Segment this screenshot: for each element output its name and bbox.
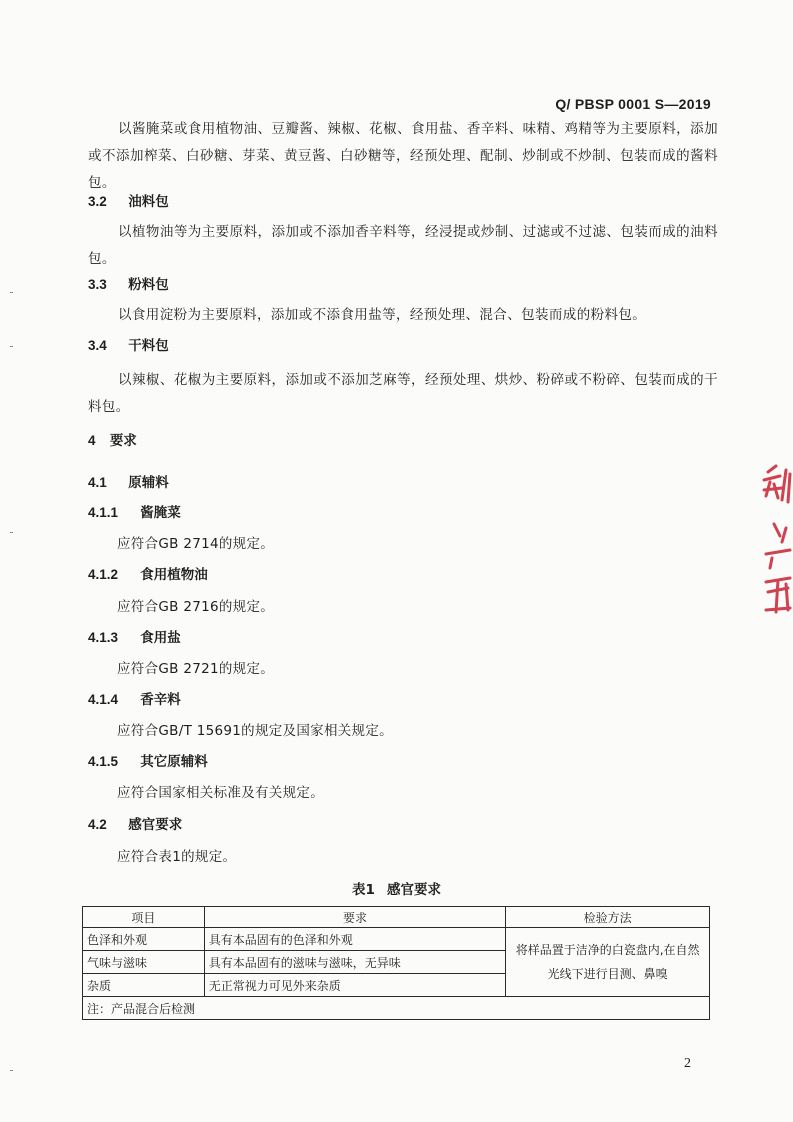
section-number: 4.1.4	[88, 692, 119, 707]
column-header-requirement: 要求	[204, 907, 505, 928]
section-4-1-1-heading	[88, 501, 181, 521]
section-title: 酱腌菜	[140, 505, 181, 521]
scan-mark	[10, 292, 13, 293]
section-title: 感官要求	[128, 817, 183, 833]
section-4-1-5-heading	[88, 750, 208, 770]
section-title: 食用盐	[140, 630, 181, 646]
scan-mark	[10, 1070, 13, 1071]
section-4-1-4-heading	[88, 688, 181, 708]
section-4-1-5-text: 应符合国家相关标准及有关规定。	[117, 785, 324, 801]
red-seal-stamp-icon	[760, 462, 793, 622]
column-header-item: 项目	[83, 907, 205, 928]
section-title: 其它原辅料	[140, 754, 208, 770]
section-number: 4	[88, 433, 96, 448]
section-4-2-text: 应符合表1的规定。	[117, 849, 237, 865]
section-3-3-heading	[88, 273, 169, 293]
section-number: 4.1.2	[88, 567, 119, 582]
section-number: 4.2	[88, 817, 107, 832]
section-number: 4.1	[88, 475, 107, 490]
section-3-3-text: 以食用淀粉为主要原料，添加或不添食用盐等，经预处理、混合、包装而成的粉料包。	[118, 307, 647, 323]
row-item: 杂质	[83, 974, 205, 997]
table-caption-label: 表1	[352, 882, 375, 898]
section-4-heading	[88, 429, 137, 449]
section-title: 原辅料	[128, 475, 169, 491]
section-number: 4.1.3	[88, 630, 119, 645]
row-requirement: 无正常视力可见外来杂质	[204, 974, 505, 997]
sensory-requirements-table	[82, 906, 710, 1020]
column-header-method: 检验方法	[506, 907, 710, 928]
scan-mark	[10, 346, 13, 347]
section-4-1-3-text: 应符合GB 2721的规定。	[117, 661, 275, 677]
section-4-1-3-heading	[88, 626, 181, 646]
table-header-row	[83, 907, 710, 928]
row-item: 气味与滋味	[83, 951, 205, 974]
table-caption-title: 感官要求	[386, 882, 441, 898]
inspection-method: 将样品置于洁净的白瓷盘内,在自然光线下进行目测、鼻嗅	[506, 928, 710, 997]
table-row	[83, 928, 710, 951]
table-note: 注：产品混合后检测	[83, 997, 710, 1020]
document-code: Q/ PBSP 0001 S—2019	[555, 96, 711, 112]
section-number: 3.4	[88, 338, 107, 353]
section-4-1-1-text: 应符合GB 2714的规定。	[117, 536, 275, 552]
section-4-1-2-text: 应符合GB 2716的规定。	[117, 599, 275, 615]
section-title: 干料包	[128, 338, 169, 354]
section-3-2-text: 以植物油等为主要原料，添加或不添加香辛料等，经浸提或炒制、过滤或不过滤、包装而成的油料包。	[88, 224, 718, 267]
section-4-1-2-heading	[88, 563, 208, 583]
section-3-4-text: 以辣椒、花椒为主要原料，添加或不添加芝麻等，经预处理、烘炒、粉碎或不粉碎、包装而成的干料包。	[88, 372, 718, 415]
section-4-1-heading	[88, 471, 169, 491]
table-caption	[0, 878, 793, 898]
row-item: 色泽和外观	[83, 928, 205, 951]
section-number: 3.3	[88, 277, 107, 292]
section-3-4-heading	[88, 334, 169, 354]
section-title: 粉料包	[128, 277, 169, 293]
page-number: 2	[684, 1056, 691, 1071]
table-note-row	[83, 997, 710, 1020]
row-requirement: 具有本品固有的色泽和外观	[204, 928, 505, 951]
scan-mark	[10, 532, 13, 533]
section-number: 4.1.1	[88, 505, 119, 520]
section-4-2-heading	[88, 813, 182, 833]
row-requirement: 具有本品固有的滋味与滋味，无异味	[204, 951, 505, 974]
section-title: 香辛料	[140, 692, 181, 708]
section-number: 4.1.5	[88, 754, 119, 769]
intro-paragraph: 以酱腌菜或食用植物油、豆瓣酱、辣椒、花椒、食用盐、香辛料、味精、鸡精等为主要原料，添加或不添加榨菜、白砂糖、芽菜、黄豆酱、白砂糖等，经预处理、配制、炒制或不炒制、包装而成的酱料包。	[88, 121, 718, 191]
section-number: 3.2	[88, 194, 107, 209]
section-title: 油料包	[128, 194, 169, 210]
section-3-2-heading	[88, 190, 169, 210]
section-title: 食用植物油	[140, 567, 208, 583]
section-title: 要求	[109, 433, 137, 449]
section-4-1-4-text: 应符合GB/T 15691的规定及国家相关规定。	[117, 723, 393, 739]
